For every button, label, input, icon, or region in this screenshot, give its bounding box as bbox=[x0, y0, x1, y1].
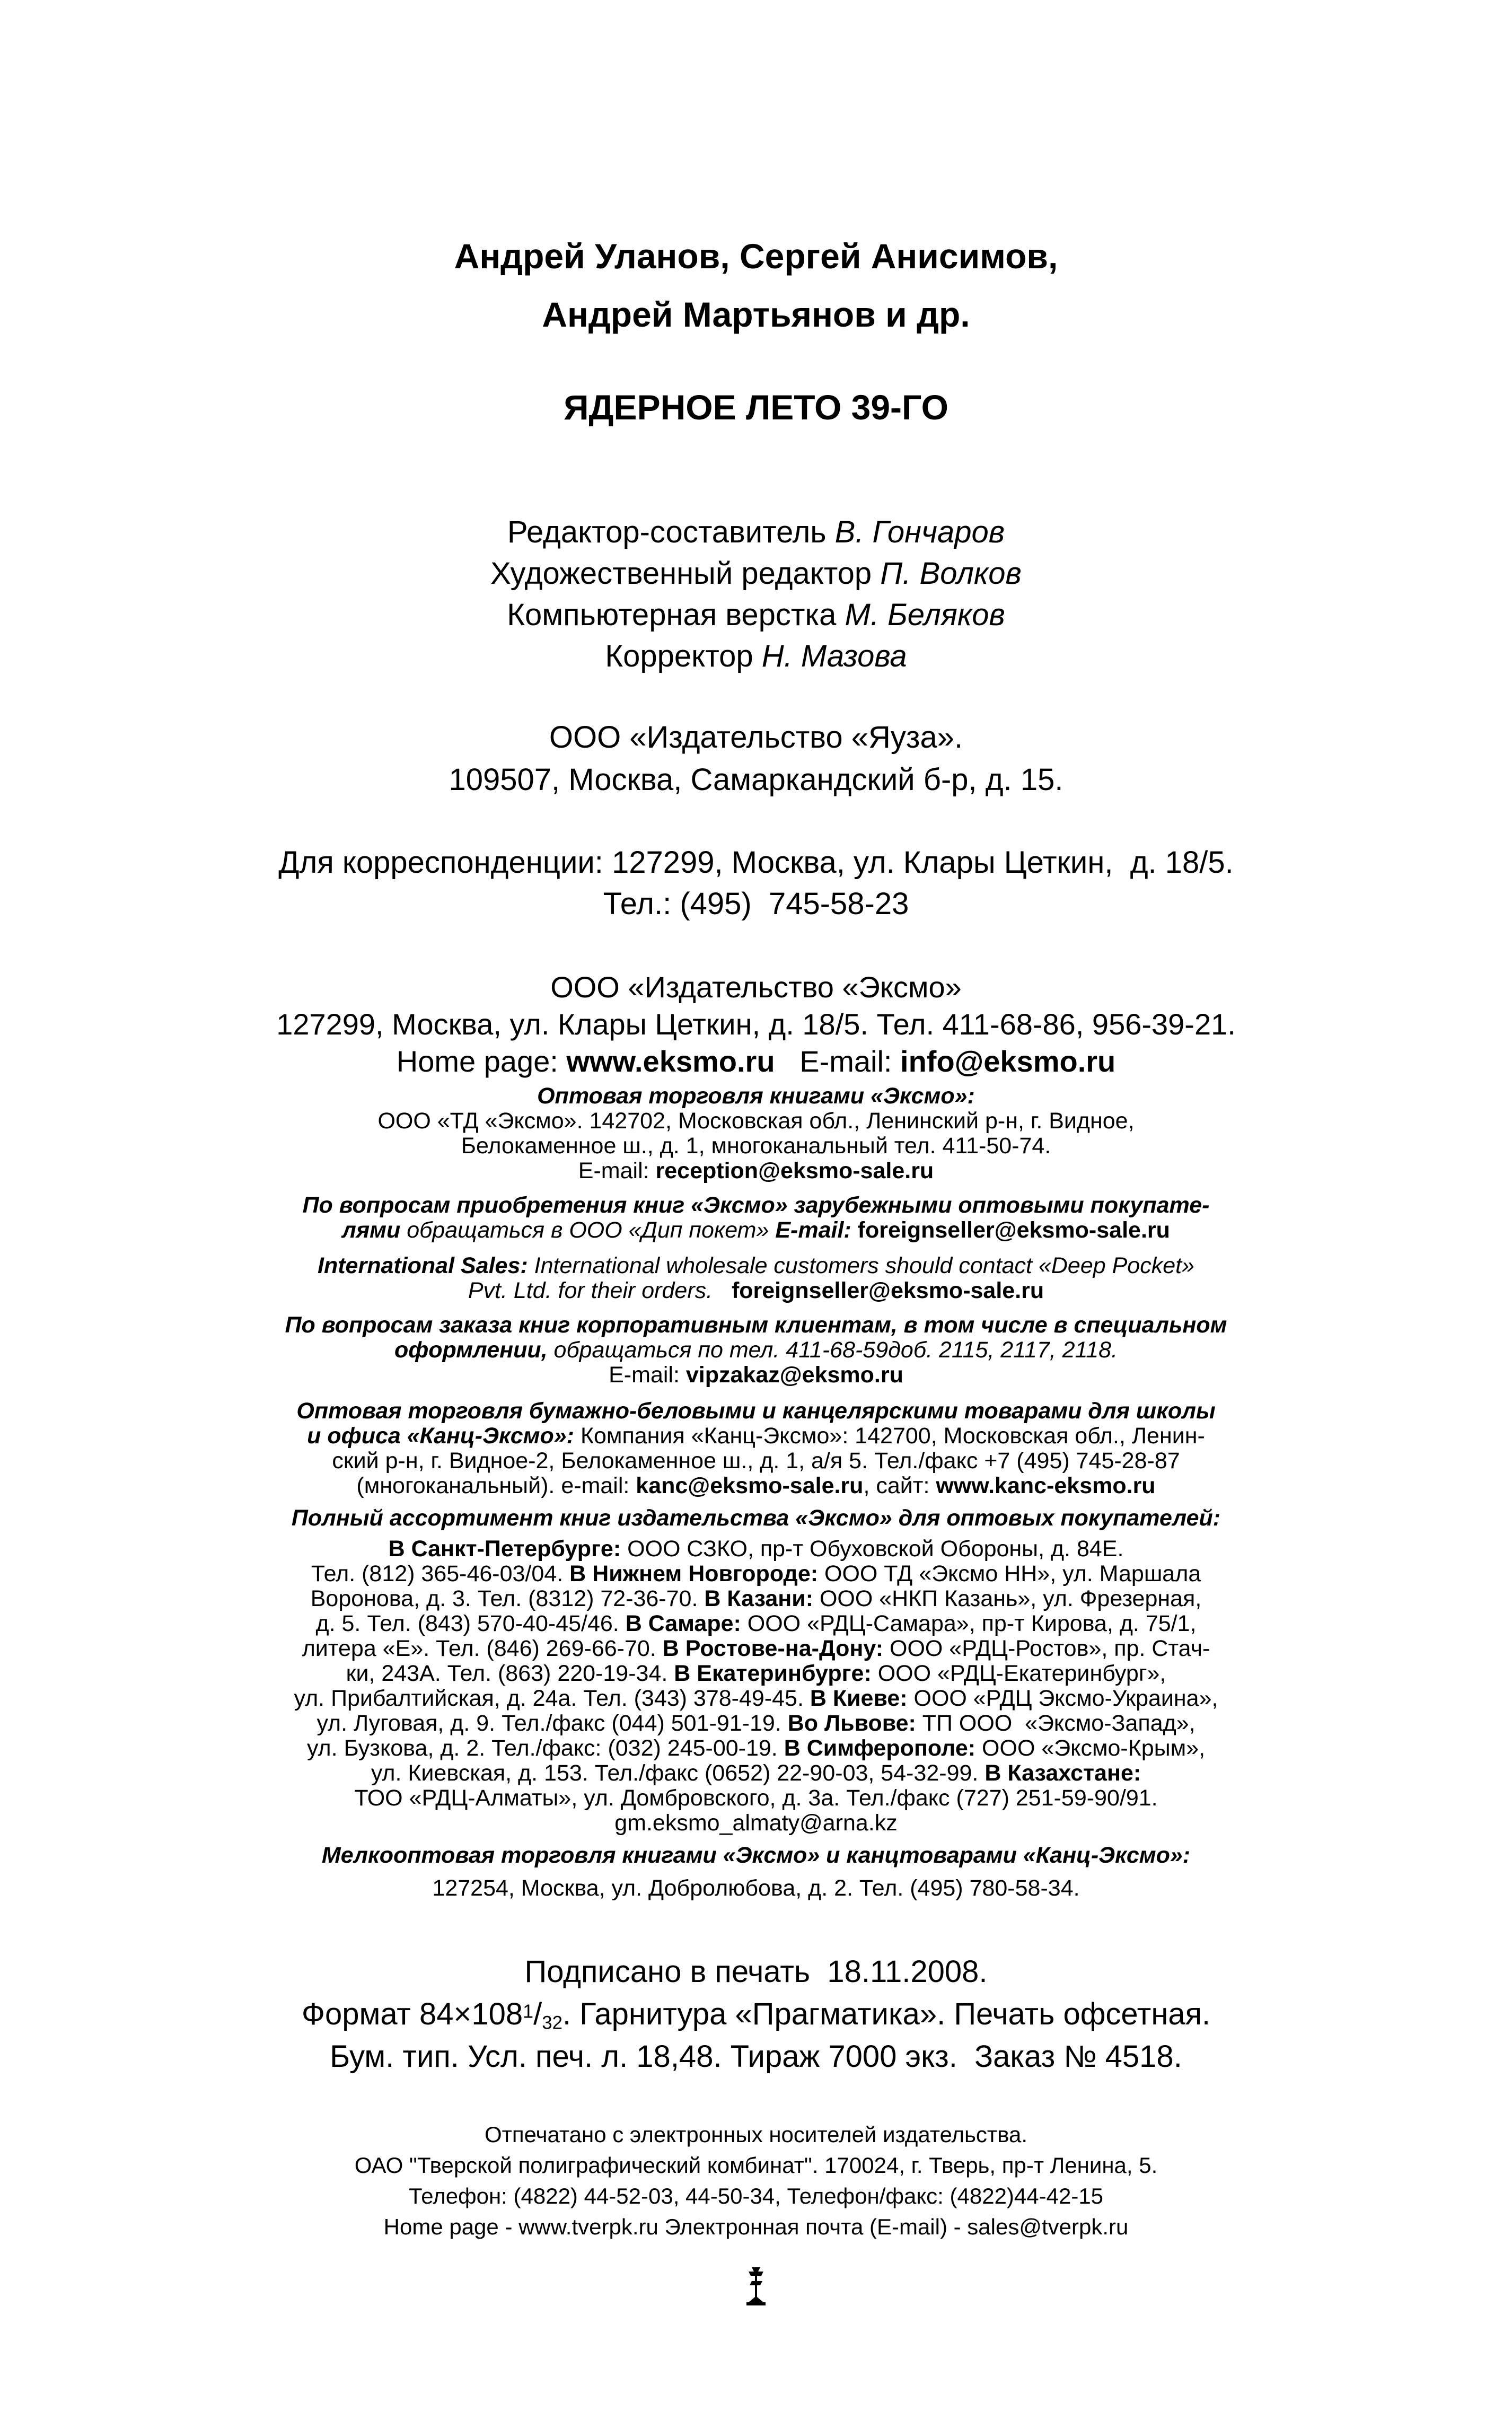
city-text: ул. Бузкова, д. 2. Тел./факс: (032) 245-00-19. bbox=[306, 1735, 784, 1761]
site-link[interactable]: www.kanc-eksmo.ru bbox=[936, 1473, 1156, 1498]
book-title: ЯДЕРНОЕ ЛЕТО 39-ГО bbox=[564, 388, 948, 427]
format-line bbox=[0, 1999, 1512, 2032]
email-label: E-mail: bbox=[775, 1217, 858, 1243]
correspondence-phone: Тел.: (495) 745-58-23 bbox=[603, 887, 909, 921]
city-label: В Симферополе: bbox=[784, 1735, 976, 1761]
email-link[interactable]: gm.eksmo_almaty@arna.kz bbox=[614, 1810, 898, 1836]
stationery-line-4 bbox=[0, 1475, 1512, 1497]
credit-role: Редактор-составитель bbox=[507, 515, 835, 549]
publisher-address: 109507, Москва, Самаркандский б-р, д. 15. bbox=[449, 762, 1063, 797]
printer-line-1: Отпечатано с электронных носителей издательства. bbox=[484, 2122, 1028, 2147]
credit-role: Корректор bbox=[605, 639, 762, 673]
city-text: д. 5. Тел. (843) 570-40-45/46. bbox=[315, 1611, 626, 1636]
stationery-bold: и офиса «Канц-Эксмо»: bbox=[307, 1423, 574, 1449]
corporate-italic: обращаться по тел. 411-68-59доб. 2115, 2117, 2118. bbox=[547, 1337, 1118, 1363]
city-label: В Ростове-на-Дону: bbox=[662, 1636, 884, 1661]
international-text: Pvt. Ltd. for their orders. bbox=[468, 1278, 713, 1303]
city-label: В Казани: bbox=[704, 1586, 814, 1611]
assortment-line bbox=[0, 1612, 1512, 1635]
correspondence-address: Для корреспонденции: 127299, Москва, ул. Клары Цеткин, д. 18/5. bbox=[278, 845, 1234, 880]
city-text: ТП ООО «Эксмо-Запад», bbox=[916, 1711, 1195, 1736]
stationery-line-3: ский р-н, г. Видное-2, Белокаменное ш., д. 1, а/я 5. Тел./факс +7 (495) 745-28-87 bbox=[332, 1448, 1180, 1474]
city-text: ки, 243А. Тел. (863) 220-19-34. bbox=[346, 1661, 674, 1686]
email-link[interactable]: foreignseller@eksmo-sale.ru bbox=[731, 1278, 1044, 1303]
assortment-line bbox=[0, 1662, 1512, 1685]
authors-line-1: Андрей Уланов, Сергей Анисимов, bbox=[454, 236, 1058, 276]
city-text: ООО СЗКО, пр-т Обуховской Обороны, д. 84Е. bbox=[621, 1536, 1124, 1562]
city-label: В Санкт-Петербурге: bbox=[388, 1536, 621, 1562]
assortment-line bbox=[0, 1563, 1512, 1585]
format-text: . Гарнитура «Прагматика». Печать офсетная. bbox=[562, 1997, 1211, 2031]
wholesale-email bbox=[0, 1160, 1512, 1182]
foreign-italic: обращаться в ООО «Дип покет» bbox=[400, 1217, 776, 1243]
city-text: литера «Е». Тел. (846) 269-66-70. bbox=[302, 1636, 663, 1661]
format-slash: / bbox=[533, 1997, 542, 2031]
credit-layout bbox=[0, 600, 1512, 630]
email-link[interactable]: kanc@eksmo-sale.ru bbox=[636, 1473, 864, 1498]
city-label: В Киеве: bbox=[810, 1686, 908, 1711]
eksmo-contacts bbox=[0, 1047, 1512, 1076]
credit-name: Н. Мазова bbox=[761, 639, 907, 673]
assortment-line bbox=[0, 1687, 1512, 1710]
assortment-heading: Полный ассортимент книг издательства «Эксмо» для оптовых покупателей: bbox=[291, 1505, 1221, 1531]
email-link[interactable]: reception@eksmo-sale.ru bbox=[655, 1158, 934, 1183]
email-label: E-mail: bbox=[578, 1158, 656, 1183]
city-text: ООО «НКП Казань», ул. Фрезерная, bbox=[813, 1586, 1202, 1611]
international-line-2 bbox=[0, 1279, 1512, 1302]
wholesale-heading: Оптовая торговля книгами «Эксмо»: bbox=[537, 1083, 975, 1109]
wholesale-line-2: Белокаменное ш., д. 1, многоканальный тел. 411-50-74. bbox=[461, 1133, 1051, 1159]
assortment-line bbox=[0, 1538, 1512, 1560]
credit-name: М. Беляков bbox=[845, 598, 1005, 632]
city-text: ООО «РДЦ-Екатеринбург», bbox=[871, 1661, 1166, 1686]
homepage-label: Home page: bbox=[396, 1045, 567, 1078]
printer-line-2: ОАО "Тверской полиграфический комбинат". 170024, г. Тверь, пр-т Ленина, 5. bbox=[354, 2153, 1158, 2178]
email-label: E-mail: bbox=[609, 1362, 686, 1388]
stationery-line-1: Оптовая торговля бумажно-беловыми и канцелярскими товарами для школы bbox=[296, 1398, 1216, 1424]
city-label: Во Львове: bbox=[787, 1711, 916, 1736]
city-text: ООО ТД «Эксмо НН», ул. Маршала bbox=[818, 1561, 1201, 1586]
city-text: Тел. (812) 365-46-03/04. bbox=[311, 1561, 570, 1586]
eksmo-address: 127299, Москва, ул. Клары Цеткин, д. 18/5. Тел. 411-68-86, 956-39-21. bbox=[276, 1007, 1236, 1041]
corporate-line-2 bbox=[0, 1339, 1512, 1362]
authors-line-2: Андрей Мартьянов и др. bbox=[542, 295, 970, 334]
city-text: ООО «РДЦ-Ростов», пр. Стач- bbox=[883, 1636, 1210, 1661]
credit-role: Компьютерная верстка bbox=[507, 598, 845, 632]
credit-name: В. Гончаров bbox=[834, 515, 1005, 549]
format-numerator: 1 bbox=[523, 2000, 534, 2022]
city-label: В Нижнем Новгороде: bbox=[569, 1561, 819, 1586]
corporate-bold: оформлении, bbox=[394, 1337, 548, 1363]
city-text: ООО «Эксмо-Крым», bbox=[975, 1735, 1206, 1761]
assortment-line bbox=[0, 1762, 1512, 1785]
stationery-line-2 bbox=[0, 1425, 1512, 1448]
international-text: International wholesale customers should contact «Deep Pocket» bbox=[528, 1253, 1194, 1278]
assortment-line bbox=[0, 1812, 1512, 1835]
city-label: В Екатеринбурге: bbox=[674, 1661, 872, 1686]
city-text: ООО «РДЦ-Самара», пр-т Кирова, д. 75/1, bbox=[741, 1611, 1197, 1636]
city-label: В Казахстане: bbox=[984, 1760, 1141, 1786]
credit-proofreader bbox=[0, 641, 1512, 672]
credit-name: П. Волков bbox=[880, 556, 1022, 591]
stationery-text: , сайт: bbox=[863, 1473, 936, 1498]
city-text: ТОО «РДЦ-Алматы», ул. Домбровского, д. 3а. Тел./факс (727) 251-59-90/91. bbox=[354, 1785, 1158, 1811]
international-label: International Sales: bbox=[318, 1253, 528, 1278]
foreign-line-2 bbox=[0, 1219, 1512, 1242]
assortment-line bbox=[0, 1787, 1512, 1810]
corporate-line-1: По вопросам заказа книг корпоративным клиентам, в том числе в специальном bbox=[285, 1312, 1227, 1338]
email-link[interactable]: info@eksmo.ru bbox=[900, 1045, 1116, 1078]
city-label: В Самаре: bbox=[625, 1611, 741, 1636]
email-label: E-mail: bbox=[799, 1045, 901, 1078]
corporate-email bbox=[0, 1364, 1512, 1387]
stationery-text: Компания «Канц-Эксмо»: 142700, Московская обл., Ленин- bbox=[574, 1423, 1205, 1449]
wholesale-line-1: ООО «ТД «Эксмо». 142702, Московская обл., Ленинский р-н, г. Видное, bbox=[377, 1108, 1135, 1134]
printer-line-4: Home page - www.tverpk.ru Электронная почта (E-mail) - sales@tverpk.ru bbox=[383, 2214, 1129, 2239]
retail-address: 127254, Москва, ул. Добролюбова, д. 2. Тел. (495) 780-58-34. bbox=[432, 1875, 1080, 1901]
assortment-line bbox=[0, 1588, 1512, 1610]
city-text: ул. Прибалтийская, д. 24а. Тел. (343) 378-49-45. bbox=[294, 1686, 810, 1711]
foreign-bold: лями bbox=[342, 1217, 401, 1243]
credit-role: Художественный редактор bbox=[490, 556, 881, 591]
city-text: ул. Луговая, д. 9. Тел./факс (044) 501-91-19. bbox=[317, 1711, 788, 1736]
international-line-1 bbox=[0, 1255, 1512, 1277]
paper-line: Бум. тип. Усл. печ. л. 18,48. Тираж 7000 экз. Заказ № 4518. bbox=[330, 2039, 1182, 2074]
printer-line-3: Телефон: (4822) 44-52-03, 44-50-34, Телефон/факс: (4822)44-42-15 bbox=[408, 2184, 1104, 2208]
city-text: ул. Киевская, д. 153. Тел./факс (0652) 22-90-03, 54-32-99. bbox=[371, 1760, 985, 1786]
format-text: Формат 84×108 bbox=[301, 1997, 523, 2031]
email-link[interactable]: foreignseller@eksmo-sale.ru bbox=[857, 1217, 1170, 1243]
retail-heading: Мелкооптовая торговля книгами «Эксмо» и канцтоварами «Канц-Эксмо»: bbox=[321, 1843, 1191, 1868]
foreign-line-1: По вопросам приобретения книг «Эксмо» зарубежными оптовыми покупате- bbox=[302, 1192, 1210, 1218]
stationery-text: (многоканальный). e-mail: bbox=[356, 1473, 636, 1498]
credit-editor bbox=[0, 517, 1512, 548]
assortment-line bbox=[0, 1637, 1512, 1660]
homepage-link[interactable]: www.eksmo.ru bbox=[566, 1045, 775, 1078]
signed-to-print: Подписано в печать 18.11.2008. bbox=[524, 1954, 988, 1989]
publisher-name: ООО «Издательство «Яуза». bbox=[549, 720, 963, 755]
format-denominator: 32 bbox=[542, 2012, 562, 2033]
printer-logo-icon bbox=[740, 2265, 772, 2307]
city-text: Воронова, д. 3. Тел. (8312) 72-36-70. bbox=[310, 1586, 705, 1611]
email-link[interactable]: vipzakaz@eksmo.ru bbox=[685, 1362, 903, 1388]
city-text: ООО «РДЦ Эксмо-Украина», bbox=[907, 1686, 1218, 1711]
assortment-line bbox=[0, 1712, 1512, 1735]
credit-art-editor bbox=[0, 558, 1512, 589]
assortment-line bbox=[0, 1737, 1512, 1760]
eksmo-name: ООО «Издательство «Эксмо» bbox=[550, 970, 962, 1004]
